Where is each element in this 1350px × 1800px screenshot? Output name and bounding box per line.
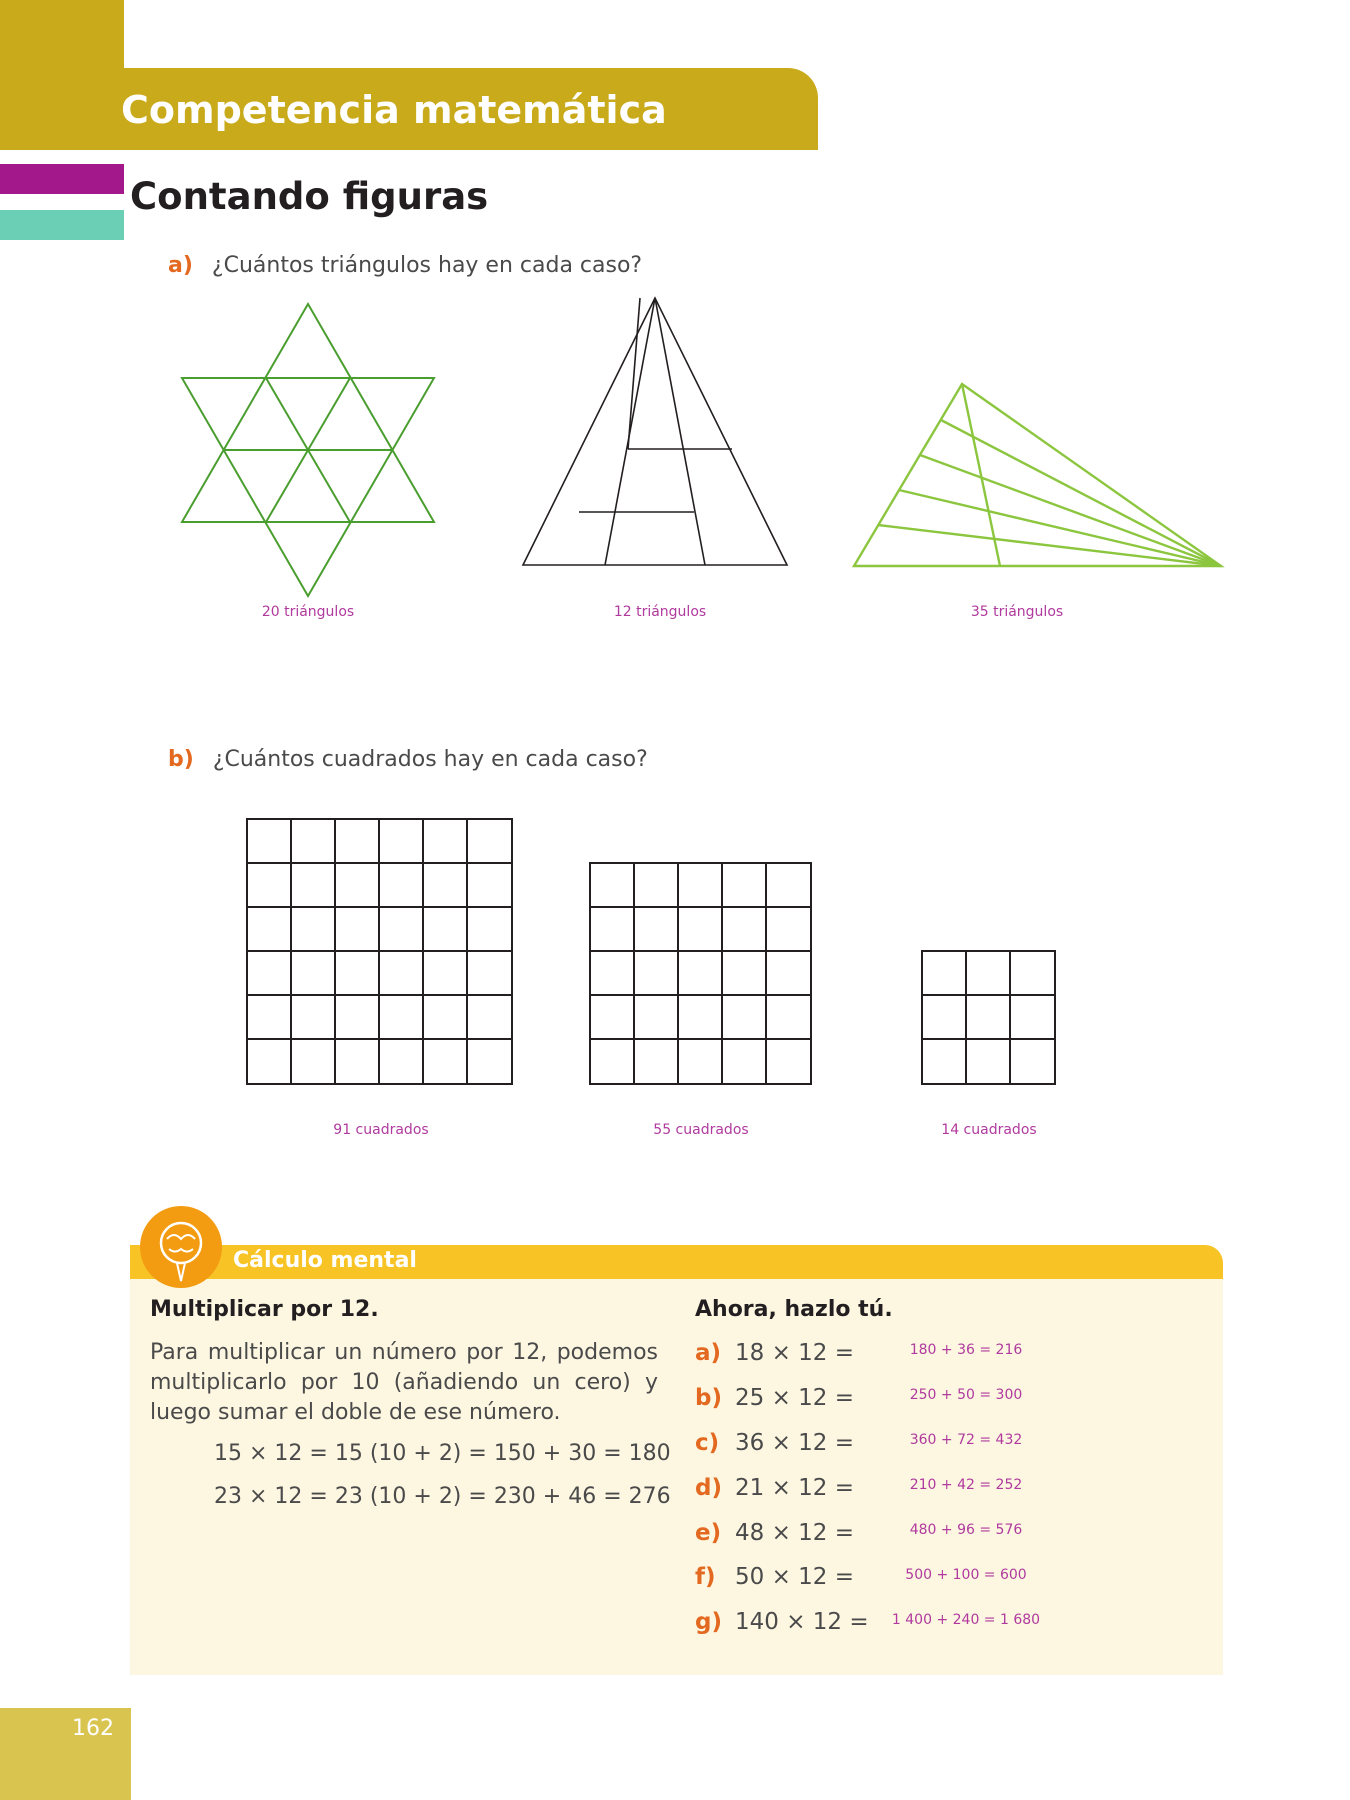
exercise-letter: b) — [695, 1385, 722, 1411]
answer-a-1: 20 triángulos — [261, 604, 355, 620]
magenta-stripe — [0, 164, 124, 194]
right-subtitle: Ahora, hazlo tú. — [695, 1297, 893, 1322]
exercise-letter: a) — [695, 1340, 722, 1366]
exercise-letter: c) — [695, 1430, 720, 1456]
exercise-expression: 21 × 12 = — [735, 1475, 855, 1501]
exercise-answer-g: 1 400 + 240 = 1 680 — [891, 1612, 1041, 1628]
question-b — [168, 747, 648, 772]
exercise-answer-e: 480 + 96 = 576 — [909, 1522, 1023, 1538]
exercise-expression: 48 × 12 = — [735, 1520, 855, 1546]
grid-6x6-figure — [246, 818, 514, 1086]
explanation-paragraph: Para multiplicar un número por 12, podemos multiplicarlo por 10 (añadiendo un cero) y luego sumar el doble de ese número. — [150, 1340, 658, 1425]
brain-pencil-icon — [137, 1203, 225, 1291]
section-title: Competencia matemática — [121, 88, 667, 132]
subdivided-triangle-figure — [520, 295, 790, 570]
exercise-answer-f: 500 + 100 = 600 — [905, 1567, 1027, 1583]
question-a — [168, 253, 642, 278]
exercise-expression: 140 × 12 = — [735, 1609, 869, 1635]
answer-a-3: 35 triángulos — [970, 604, 1064, 620]
exercise-letter: e) — [695, 1520, 722, 1546]
question-a-text: ¿Cuántos triángulos hay en cada caso? — [211, 253, 643, 278]
question-b-letter: b) — [168, 747, 194, 772]
exercise-answer-c: 360 + 72 = 432 — [909, 1432, 1023, 1448]
exercise-expression: 36 × 12 = — [735, 1430, 855, 1456]
answer-b-1: 91 cuadrados — [333, 1122, 429, 1138]
left-subtitle: Multiplicar por 12. — [150, 1297, 379, 1322]
exercise-row-c — [695, 1430, 854, 1460]
fan-triangle-figure — [850, 380, 1225, 570]
exercise-letter: d) — [695, 1475, 722, 1501]
exercise-row-a — [695, 1340, 854, 1370]
mental-box-title: Cálculo mental — [233, 1248, 417, 1273]
answer-b-3: 14 cuadrados — [941, 1122, 1037, 1138]
teal-stripe — [0, 210, 124, 240]
exercise-expression: 25 × 12 = — [735, 1385, 855, 1411]
exercise-row-e — [695, 1520, 854, 1550]
exercise-row-b — [695, 1385, 854, 1415]
example-line-2: 23 × 12 = 23 (10 + 2) = 230 + 46 = 276 — [214, 1484, 671, 1509]
question-a-letter: a) — [168, 253, 193, 278]
answer-b-2: 55 cuadrados — [653, 1122, 749, 1138]
exercise-answer-d: 210 + 42 = 252 — [909, 1477, 1023, 1493]
page-number: 162 — [72, 1716, 114, 1741]
answer-a-2: 12 triángulos — [613, 604, 707, 620]
exercise-letter: f) — [695, 1564, 716, 1590]
exercise-row-g — [695, 1609, 869, 1639]
exercise-letter: g) — [695, 1609, 722, 1635]
example-line-1: 15 × 12 = 15 (10 + 2) = 150 + 30 = 180 — [214, 1441, 671, 1466]
grid-3x3-figure — [921, 950, 1057, 1086]
grid-5x5-figure — [589, 862, 813, 1086]
exercise-answer-a: 180 + 36 = 216 — [909, 1342, 1023, 1358]
star-triangle-figure — [178, 300, 438, 600]
page-title: Contando figuras — [130, 175, 489, 218]
exercise-answer-b: 250 + 50 = 300 — [909, 1387, 1023, 1403]
exercise-expression: 18 × 12 = — [735, 1340, 855, 1366]
exercise-row-f — [695, 1564, 854, 1594]
exercise-expression: 50 × 12 = — [735, 1564, 855, 1590]
exercise-row-d — [695, 1475, 854, 1505]
question-b-text: ¿Cuántos cuadrados hay en cada caso? — [212, 747, 648, 772]
